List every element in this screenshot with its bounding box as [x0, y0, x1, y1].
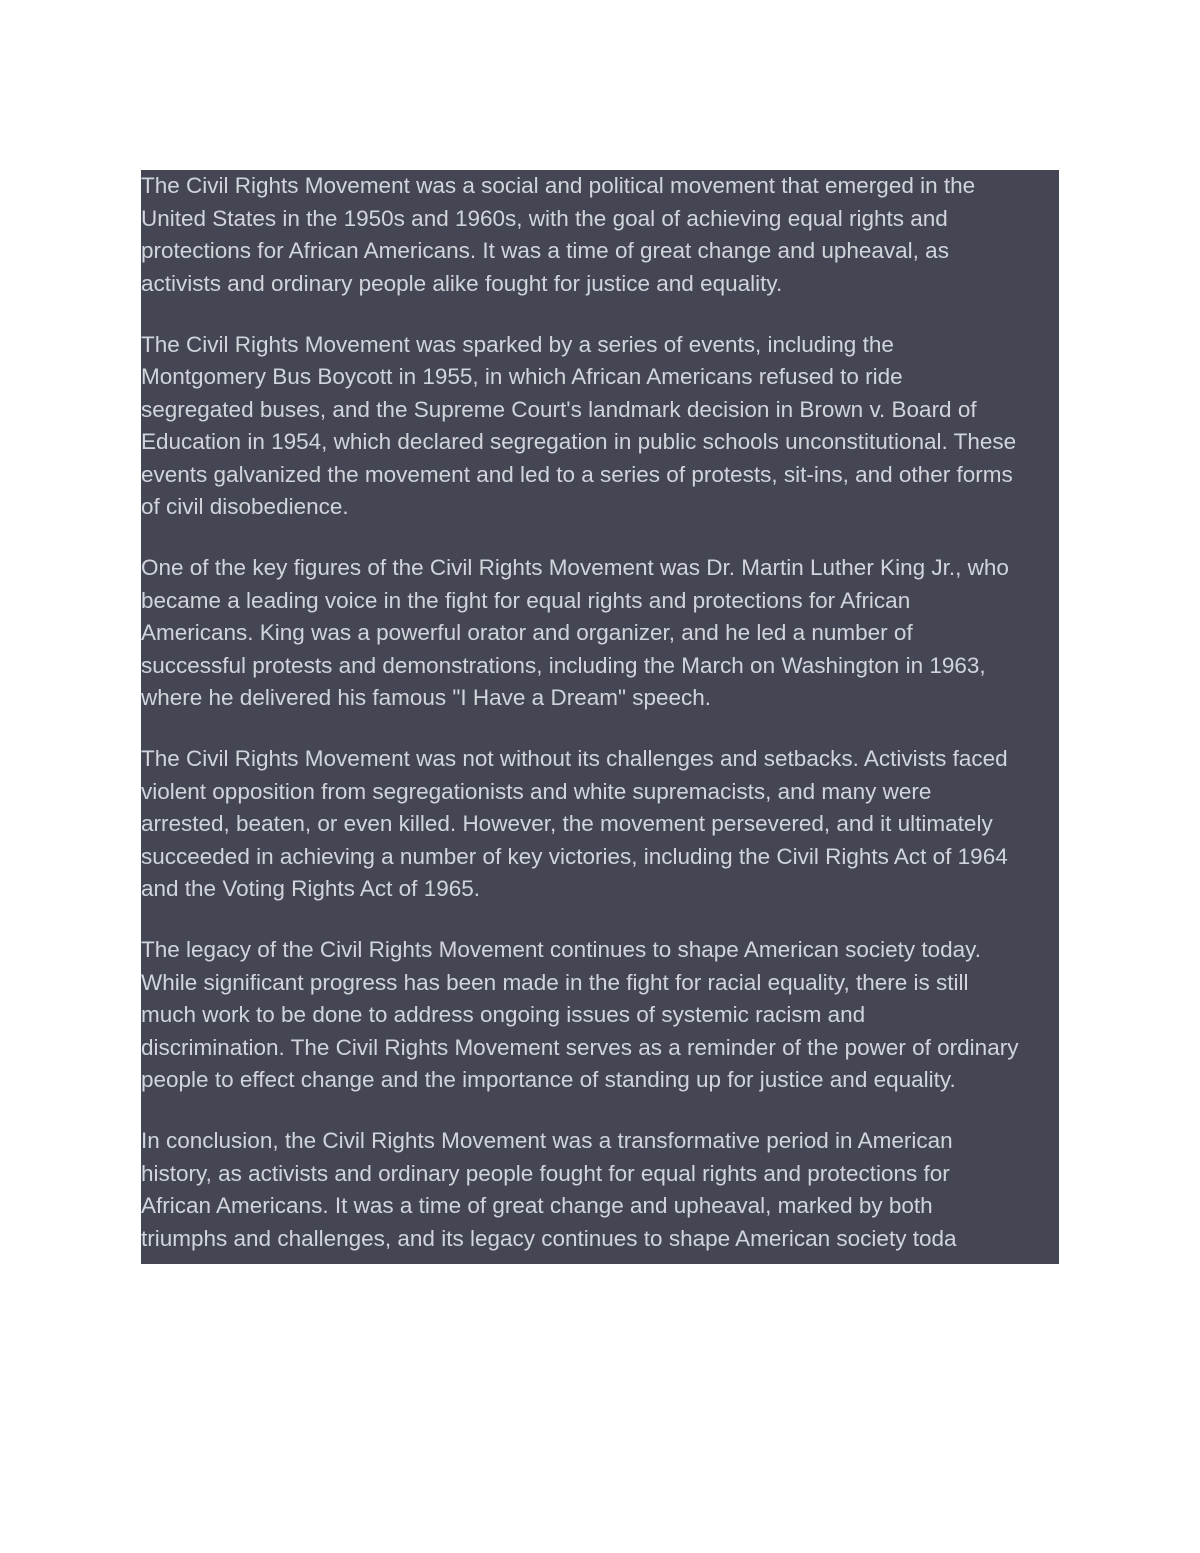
text-line: activists and ordinary people alike fought for justice and equality. [141, 270, 783, 296]
text-line: discrimination. The Civil Rights Movement serves as a reminder of the power of ordinary [141, 1034, 1019, 1060]
text-line: Americans. King was a powerful orator and organizer, and he led a number of [141, 620, 913, 645]
text-line: much work to be done to address ongoing issues of systemic racism and [141, 1002, 866, 1027]
text-line: One of the key figures of the Civil Rights Movement was Dr. Martin Luther King Jr., who [141, 555, 1009, 580]
text-line: of civil disobedience. [141, 494, 349, 519]
text-line: violent opposition from segregationists and white supremacists, and many were [141, 778, 932, 804]
paragraph-3 [141, 552, 1059, 715]
text-line: triumphs and challenges, and its legacy continues to shape American society toda [141, 1225, 957, 1251]
text-line: and the Voting Rights Act of 1965. [141, 876, 480, 901]
text-line: people to effect change and the importance of standing up for justice and equality. [141, 1067, 956, 1092]
paragraph-2 [141, 329, 1059, 524]
text-line: events galvanized the movement and led to a series of protests, sit-ins, and other forms [141, 461, 1013, 487]
text-block [141, 170, 1059, 1264]
text-line: where he delivered his famous "I Have a Dream" speech. [141, 685, 712, 710]
text-line: history, as activists and ordinary people fought for equal rights and protections for [141, 1160, 950, 1186]
text-line: United States in the 1950s and 1960s, with the goal of achieving equal rights and [141, 205, 948, 231]
text-line: African Americans. It was a time of great change and upheaval, marked by both [141, 1193, 933, 1218]
text-line: In conclusion, the Civil Rights Movement was a transformative period in American [141, 1128, 953, 1153]
text-line: The Civil Rights Movement was not without its challenges and setbacks. Activists faced [141, 746, 1008, 771]
text-line: Education in 1954, which declared segregation in public schools unconstitutional. These [141, 429, 1017, 454]
text-line: The Civil Rights Movement was sparked by a series of events, including the [141, 331, 894, 357]
paragraph-1 [141, 170, 1059, 300]
paragraph-4 [141, 743, 1059, 906]
text-line: arrested, beaten, or even killed. However, the movement persevered, and it ultimately [141, 811, 993, 836]
text-line: Montgomery Bus Boycott in 1955, in which African Americans refused to ride [141, 364, 903, 389]
text-line: became a leading voice in the fight for equal rights and protections for African [141, 587, 911, 613]
paragraph-6 [141, 1125, 1059, 1255]
paragraph-5 [141, 934, 1059, 1097]
text-line: successful protests and demonstrations, including the March on Washington in 1963, [141, 652, 986, 678]
text-line: segregated buses, and the Supreme Court's landmark decision in Brown v. Board of [141, 396, 977, 422]
text-line: While significant progress has been made in the fight for racial equality, there is still [141, 969, 969, 995]
text-line: succeeded in achieving a number of key victories, including the Civil Rights Act of 1964 [141, 843, 1008, 869]
text-line: The legacy of the Civil Rights Movement continues to shape American society today. [141, 937, 982, 962]
text-line: protections for African Americans. It was a time of great change and upheaval, as [141, 238, 949, 263]
text-line: The Civil Rights Movement was a social and political movement that emerged in the [141, 173, 976, 198]
